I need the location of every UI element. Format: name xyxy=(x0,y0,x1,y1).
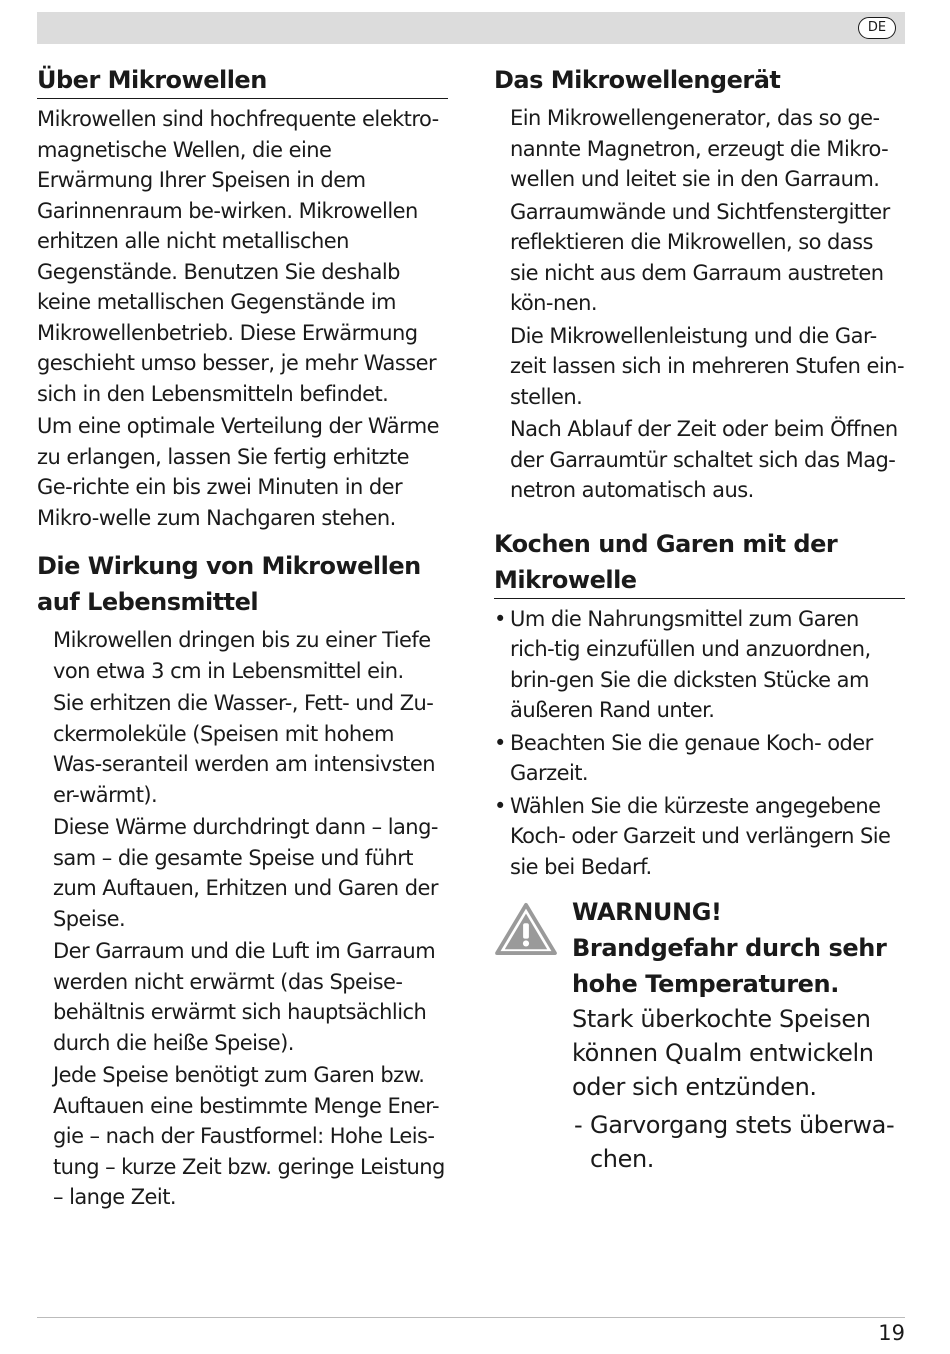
section-heading: Das Mikrowellengerät xyxy=(494,66,781,94)
warning-subtitle: Brandgefahr durch sehr hohe Temperaturen. xyxy=(572,934,887,998)
list-item-text: Um die Nahrungsmittel zum Garen rich-tig einzufüllen und anzuordnen, brin-gen Sie die dicksten Stücke am äußeren Rand unter. xyxy=(510,606,871,722)
list-item xyxy=(494,604,905,726)
bullet-list xyxy=(494,604,905,883)
warning-text: Stark überkochte Speisen können Qualm entwickeln oder sich entzünden. xyxy=(572,1005,874,1101)
page-number: 19 xyxy=(878,1321,905,1345)
paragraph: Der Garraum und die Luft im Garraum werden nicht erwärmt (das Speise-behältnis erwärmt sich hauptsächlich durch die heiße Speise). xyxy=(53,939,436,1055)
section-body xyxy=(494,103,905,506)
paragraph: Garraumwände und Sichtfenstergitter reflektieren die Mikrowellen, so dass sie nicht aus dem Garraum austreten kön-nen. xyxy=(510,199,890,315)
warning-triangle-icon xyxy=(494,902,558,956)
dash-icon: - xyxy=(574,1111,583,1139)
warning-box xyxy=(494,894,905,1176)
section-heading: Über Mikrowellen xyxy=(37,62,448,99)
section-kochen-garen xyxy=(494,526,905,883)
list-item xyxy=(494,791,905,883)
list-item xyxy=(494,728,905,789)
section-mikrowellengeraet xyxy=(494,62,905,506)
language-badge: DE xyxy=(858,17,896,39)
warning-step xyxy=(572,1108,905,1176)
paragraph: Ein Mikrowellengenerator, das so ge-nannte Magnetron, erzeugt die Mikro-wellen und leitet sie in den Garraum. xyxy=(510,106,889,191)
section-body xyxy=(37,625,448,1213)
section-body xyxy=(37,104,448,533)
header-bar xyxy=(37,12,905,44)
paragraph: Sie erhitzen die Wasser-, Fett- und Zu-ckermoleküle (Speisen mit hohem Was-seranteil werden am intensivsten er-wärmt). xyxy=(53,691,435,807)
bullet-icon: • xyxy=(494,793,506,818)
paragraph: Nach Ablauf der Zeit oder beim Öffnen der Garraumtür schaltet sich das Mag-netron automatisch aus. xyxy=(510,417,898,502)
paragraph: Mikrowellen sind hochfrequente elektro-magnetische Wellen, die eine Erwärmung Ihrer Speisen in dem Garinnenraum be-wirken. Mikrowellen erhitzen alle nicht metallischen Gegenstände. Benutzen Sie deshalb keine metallischen Gegenstände im Mikrowellenbetrieb. Diese Erwärmung geschieht umso besser, je mehr Wasser sich in den Lebensmitteln befindet. xyxy=(37,107,439,406)
warning-title: WARNUNG! xyxy=(572,898,722,926)
list-item-text: Wählen Sie die kürzeste angegebene Koch- oder Garzeit und verlängern Sie sie bei Bedarf. xyxy=(510,793,891,879)
paragraph: Um eine optimale Verteilung der Wärme zu erlangen, lassen Sie fertig erhitzte Ge-richte ein bis zwei Minuten in der Mikro-welle zum Nachgaren stehen. xyxy=(37,414,440,530)
section-heading: Die Wirkung von Mikrowellen auf Lebensmittel xyxy=(37,552,421,616)
list-item-text: Beachten Sie die genaue Koch- oder Garzeit. xyxy=(510,730,873,785)
section-wirkung xyxy=(37,548,448,1213)
right-column xyxy=(494,62,905,1176)
footer-divider xyxy=(37,1317,905,1318)
warning-step-text: Garvorgang stets überwa-chen. xyxy=(590,1111,895,1173)
bullet-icon: • xyxy=(494,606,506,631)
paragraph: Mikrowellen dringen bis zu einer Tiefe von etwa 3 cm in Lebensmittel ein. xyxy=(53,628,431,683)
section-heading: Kochen und Garen mit der Mikrowelle xyxy=(494,526,905,599)
section-ueber-mikrowellen xyxy=(37,62,448,533)
paragraph: Jede Speise benötigt zum Garen bzw. Auftauen eine bestimmte Menge Ener-gie – nach der Faustformel: Hohe Leis-tung – kurze Zeit bzw. geringe Leistung – lange Zeit. xyxy=(53,1063,445,1209)
left-column xyxy=(37,62,448,1213)
paragraph: Diese Wärme durchdringt dann – lang-sam – die gesamte Speise und führt zum Auftauen, Erhitzen und Garen der Speise. xyxy=(53,815,438,931)
paragraph: Die Mikrowellenleistung und die Gar-zeit lassen sich in mehreren Stufen ein-stellen. xyxy=(510,323,904,409)
bullet-icon: • xyxy=(494,730,506,755)
